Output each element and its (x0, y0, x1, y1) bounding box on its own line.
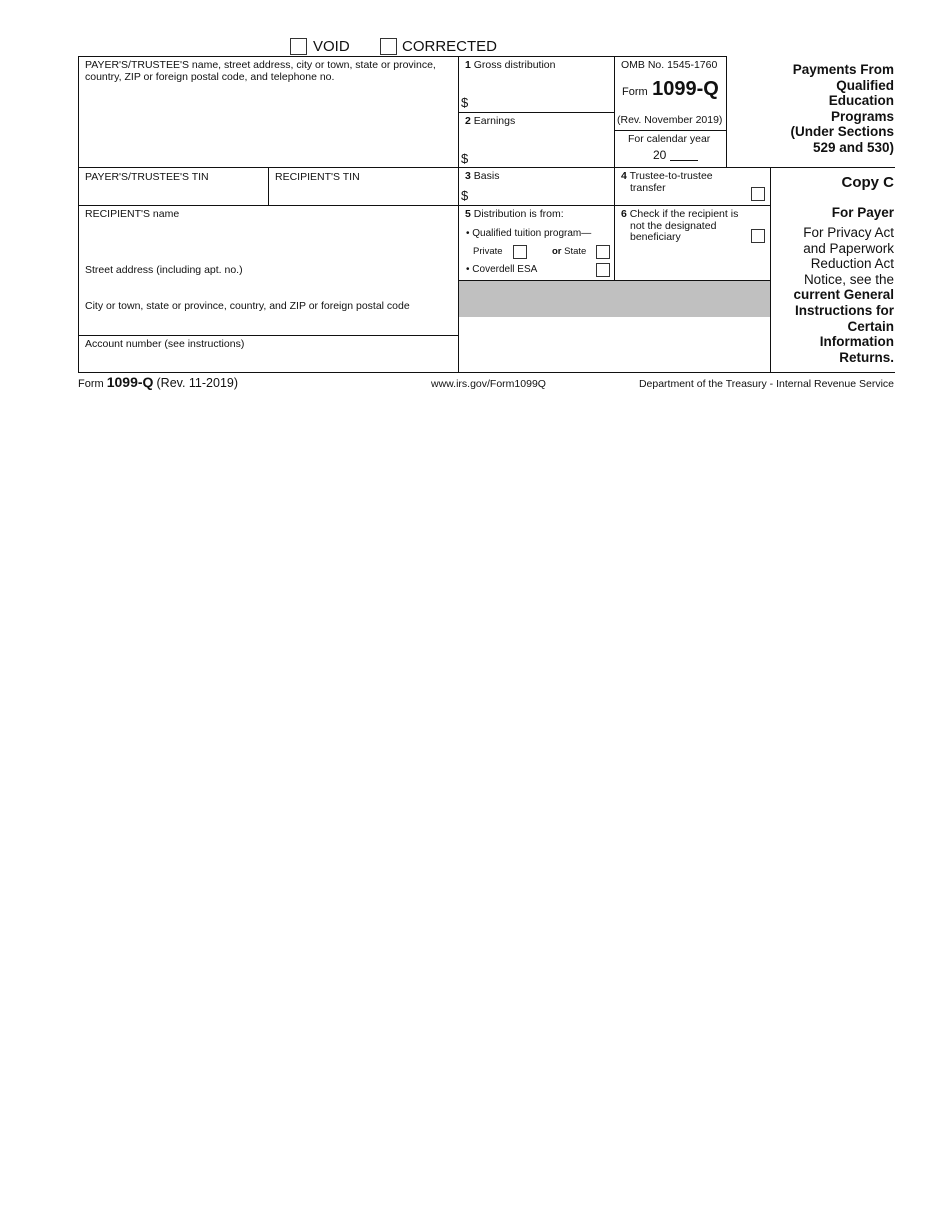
payer-tin-label: PAYER'S/TRUSTEE'S TIN (85, 171, 209, 183)
payer-name-label: PAYER'S/TRUSTEE'S name, street address, city or town, state or province, (85, 59, 436, 71)
payer-name-field[interactable] (80, 84, 456, 166)
recipient-tin-label: RECIPIENT'S TIN (275, 171, 360, 183)
box6-label-2: not the designated (630, 220, 717, 232)
basis-field[interactable] (472, 185, 612, 204)
divider (458, 56, 459, 372)
recipient-tin-field[interactable] (270, 184, 456, 204)
street-address-field[interactable] (80, 277, 456, 297)
year-field[interactable] (670, 160, 698, 161)
coverdell-label: • Coverdell ESA (466, 264, 538, 275)
coverdell-checkbox[interactable] (596, 263, 610, 277)
calendar-year-label: For calendar year (628, 133, 711, 145)
corrected-label: CORRECTED (402, 38, 498, 55)
payer-name-label-2: country, ZIP or foreign postal code, and telephone no. (85, 71, 335, 83)
revision-date: (Rev. November 2019) (617, 114, 723, 126)
box1-dollar: $ (461, 95, 469, 110)
copy-label: Copy C (841, 174, 894, 191)
box3-label: 3 Basis (465, 170, 500, 182)
box6-label-3: beneficiary (630, 231, 681, 243)
divider (458, 112, 614, 113)
box2-label: 2 Earnings (465, 115, 516, 127)
divider (78, 335, 458, 336)
footer-url[interactable]: www.irs.gov/Form1099Q (431, 378, 546, 390)
private-checkbox[interactable] (513, 245, 527, 259)
not-designated-beneficiary-checkbox[interactable] (751, 229, 765, 243)
recipient-name-label: RECIPIENT'S name (85, 208, 180, 220)
form-title: Payments From Qualified Education Programs (Under Sections 529 and 530) (790, 62, 894, 155)
trustee-transfer-checkbox[interactable] (751, 187, 765, 201)
box1-label: 1 Gross distribution (465, 59, 556, 71)
footer-form-id: Form 1099-Q (Rev. 11-2019) (78, 374, 239, 390)
box4-label: 4 Trustee-to-trustee (621, 170, 713, 182)
box3-dollar: $ (461, 188, 469, 203)
box5-label: 5 Distribution is from: (465, 208, 564, 220)
city-label: City or town, state or province, country, and ZIP or foreign postal code (85, 300, 410, 312)
account-number-label: Account number (see instructions) (85, 338, 245, 350)
state-label: or State (552, 246, 587, 257)
qualified-tuition-label: • Qualified tuition program— (466, 228, 592, 239)
footer-department: Department of the Treasury - Internal Revenue Service (638, 378, 894, 390)
gross-distribution-field[interactable] (472, 90, 612, 110)
omb-number: OMB No. 1545-1760 (621, 59, 718, 71)
form-name: Form 1099-Q (622, 78, 719, 100)
divider (726, 56, 727, 167)
box6-label: 6 Check if the recipient is (621, 208, 739, 220)
divider (268, 167, 269, 205)
divider (78, 205, 770, 206)
privacy-notice: For Privacy Act and Paperwork Reduction Act Notice, see the current General Instructions for Certain Information Returns. (793, 225, 894, 365)
private-label: Private (473, 246, 503, 257)
divider (614, 56, 615, 280)
box2-dollar: $ (461, 151, 469, 166)
recipient-name-field[interactable] (80, 221, 456, 261)
form-border-top (78, 56, 726, 57)
shaded-area (459, 281, 770, 317)
void-label: VOID (313, 38, 350, 55)
account-number-field[interactable] (80, 351, 456, 371)
payer-tin-field[interactable] (80, 184, 266, 204)
state-checkbox[interactable] (596, 245, 610, 259)
street-address-label: Street address (including apt. no.) (85, 264, 243, 276)
divider (614, 130, 726, 131)
form-border-left (78, 56, 79, 372)
city-field[interactable] (80, 313, 456, 334)
box4-label-2: transfer (630, 182, 666, 194)
divider (78, 167, 895, 168)
divider (770, 167, 771, 372)
form-border-bottom (78, 372, 895, 373)
corrected-checkbox[interactable] (380, 38, 397, 55)
for-payer-label: For Payer (831, 205, 894, 220)
void-checkbox[interactable] (290, 38, 307, 55)
year-prefix: 20 (653, 148, 667, 162)
earnings-field[interactable] (472, 146, 612, 166)
